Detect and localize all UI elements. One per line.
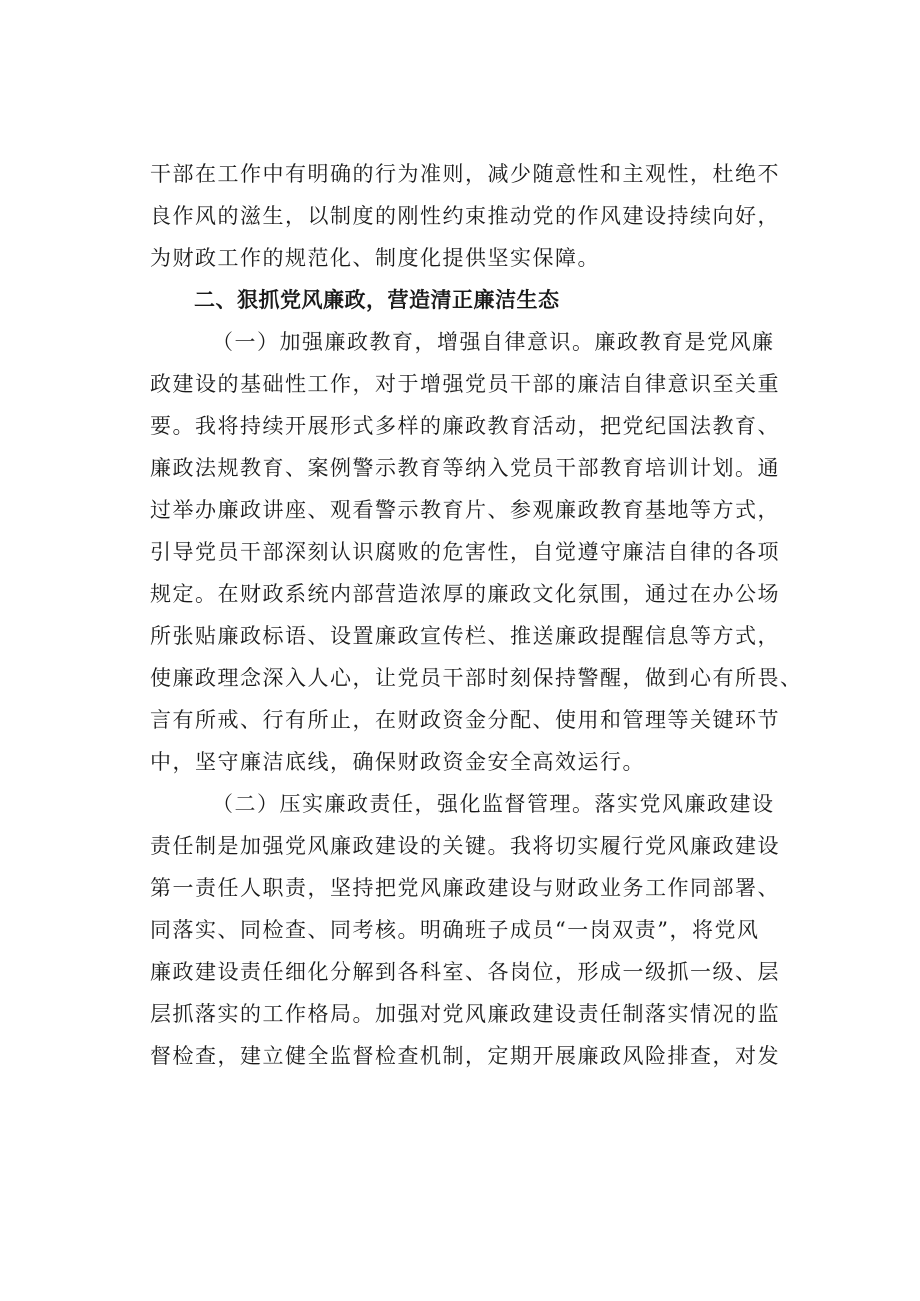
document-body (150, 153, 810, 1077)
text-line: 督检查，建立健全监督检查机制，定期开展廉政风险排查，对发 (150, 1044, 780, 1068)
paragraph-integrity-education (150, 321, 810, 783)
text-line: 干部在工作中有明确的行为准则，减少随意性和主观性，杜绝不 (150, 162, 780, 186)
text-line: 规定。在财政系统内部营造浓厚的廉政文化氛围，通过在办公场 (150, 582, 780, 606)
text-line: 过举办廉政讲座、观看警示教育片、参观廉政教育基地等方式， (150, 498, 780, 522)
text-line: 廉政建设责任细化分解到各科室、各岗位，形成一级抓一级、层 (150, 960, 780, 984)
text-line: 第一责任人职责，坚持把党风廉政建设与财政业务工作同部署、 (150, 876, 780, 900)
section-heading: 二、狠抓党风廉政，营造清正廉洁生态 (194, 288, 560, 312)
text-line: 层抓落实的工作格局。加强对党风廉政建设责任制落实情况的监 (150, 1002, 780, 1026)
text-line: 廉政法规教育、案例警示教育等纳入党员干部教育培训计划。通 (150, 456, 780, 480)
text-line: 政建设的基础性工作，对于增强党员干部的廉洁自律意识至关重 (150, 372, 780, 396)
text-line: 中，坚守廉洁底线，确保财政资金安全高效运行。 (150, 750, 645, 774)
text-line: 为财政工作的规范化、制度化提供坚实保障。 (150, 246, 600, 270)
text-line: 同落实、同检查、同考核。明确班子成员“一岗双责”，将党风 (150, 918, 760, 942)
text-line: 引导党员干部深刻认识腐败的危害性，自觉遵守廉洁自律的各项 (150, 540, 780, 564)
paragraph-responsibility (150, 783, 810, 1077)
text-line: 使廉政理念深入人心，让党员干部时刻保持警醒，做到心有所畏、 (150, 666, 803, 690)
paragraph-intro (150, 153, 810, 279)
text-line: 责任制是加强党风廉政建设的关键。我将切实履行党风廉政建设 (150, 834, 780, 858)
text-line: （一）加强廉政教育，增强自律意识。廉政教育是党风廉 (212, 330, 775, 354)
text-line: 要。我将持续开展形式多样的廉政教育活动，把党纪国法教育、 (150, 414, 780, 438)
text-line: 良作风的滋生，以制度的刚性约束推动党的作风建设持续向好， (150, 204, 780, 228)
text-line: （二）压实廉政责任，强化监督管理。落实党风廉政建设 (212, 792, 775, 816)
text-line: 所张贴廉政标语、设置廉政宣传栏、推送廉政提醒信息等方式， (150, 624, 780, 648)
text-line: 言有所戒、行有所止，在财政资金分配、使用和管理等关键环节 (150, 708, 780, 732)
